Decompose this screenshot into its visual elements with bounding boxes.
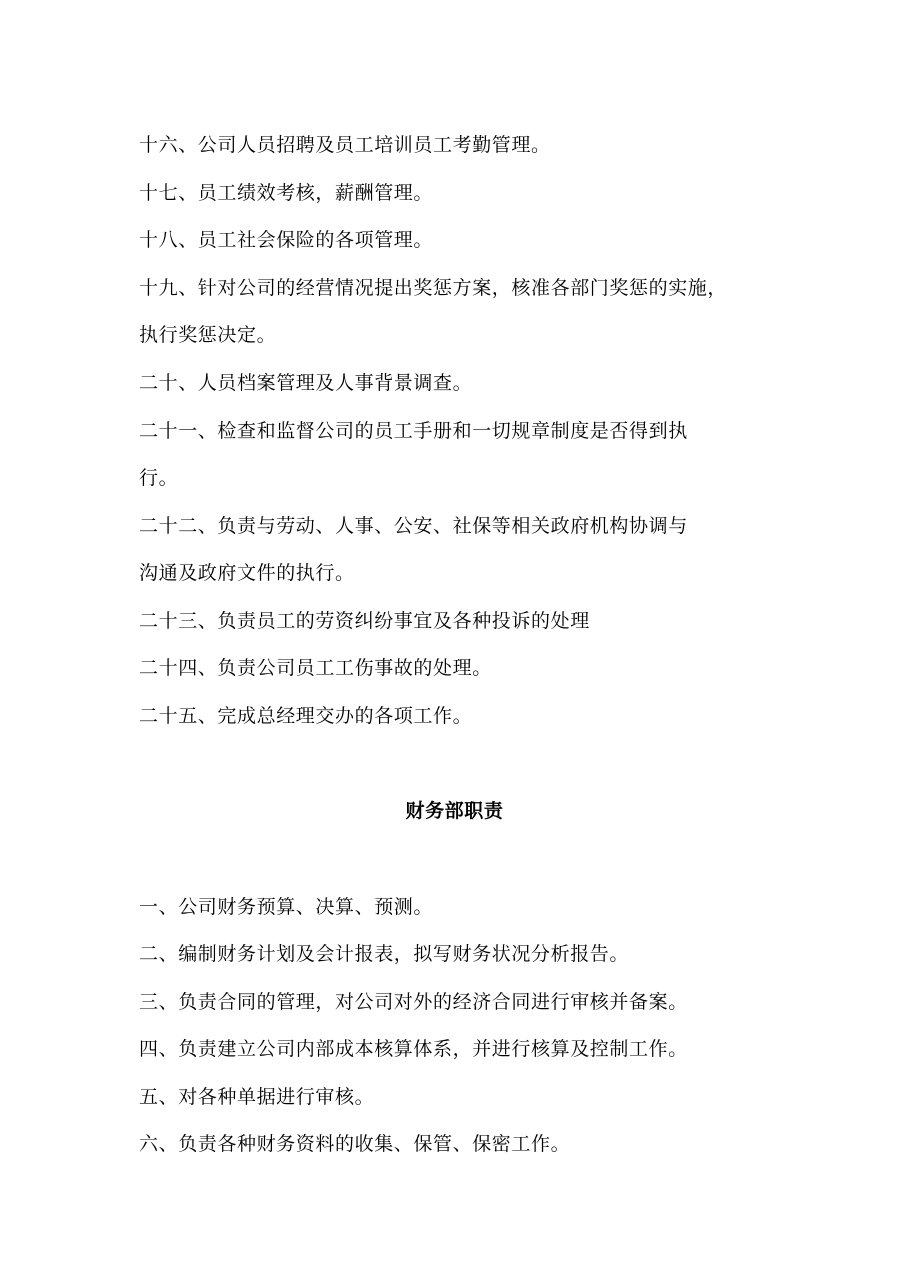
hr-duty-24: 二十四、负责公司员工工伤事故的处理。 (139, 657, 492, 679)
hr-duty-22: 二十二、负责与劳动、人事、公安、社保等相关政府机构协调与 (139, 515, 688, 537)
hr-duty-17: 十七、员工绩效考核，薪酬管理。 (139, 182, 434, 204)
hr-duty-21-continued: 行。 (139, 467, 179, 489)
hr-duty-18: 十八、员工社会保险的各项管理。 (139, 229, 434, 251)
finance-duty-4: 四、负责建立公司内部成本核算体系，并进行核算及控制工作。 (139, 1038, 688, 1060)
hr-duty-23: 二十三、负责员工的劳资纠纷事宜及各种投诉的处理 (139, 610, 590, 632)
hr-duty-20: 二十、人员档案管理及人事背景调查。 (139, 372, 473, 394)
hr-duty-19: 十九、针对公司的经营情况提出奖惩方案，核准各部门奖惩的实施， (139, 277, 728, 299)
finance-duty-2: 二、编制财务计划及会计报表，拟写财务状况分析报告。 (139, 943, 630, 965)
finance-section-heading: 财务部职责 (405, 800, 504, 822)
hr-duty-16: 十六、公司人员招聘及员工培训员工考勤管理。 (139, 134, 551, 156)
hr-duty-21: 二十一、检查和监督公司的员工手册和一切规章制度是否得到执 (139, 420, 688, 442)
finance-duty-3: 三、负责合同的管理，对公司对外的经济合同进行审核并备案。 (139, 991, 688, 1013)
hr-duty-19-continued: 执行奖惩决定。 (139, 324, 277, 346)
finance-duty-6: 六、负责各种财务资料的收集、保管、保密工作。 (139, 1133, 571, 1155)
hr-duty-22-continued: 沟通及政府文件的执行。 (139, 562, 355, 584)
hr-duty-25: 二十五、完成总经理交办的各项工作。 (139, 705, 473, 727)
finance-duty-1: 一、公司财务预算、决算、预测。 (139, 896, 434, 918)
finance-duty-5: 五、对各种单据进行审核。 (139, 1086, 375, 1108)
